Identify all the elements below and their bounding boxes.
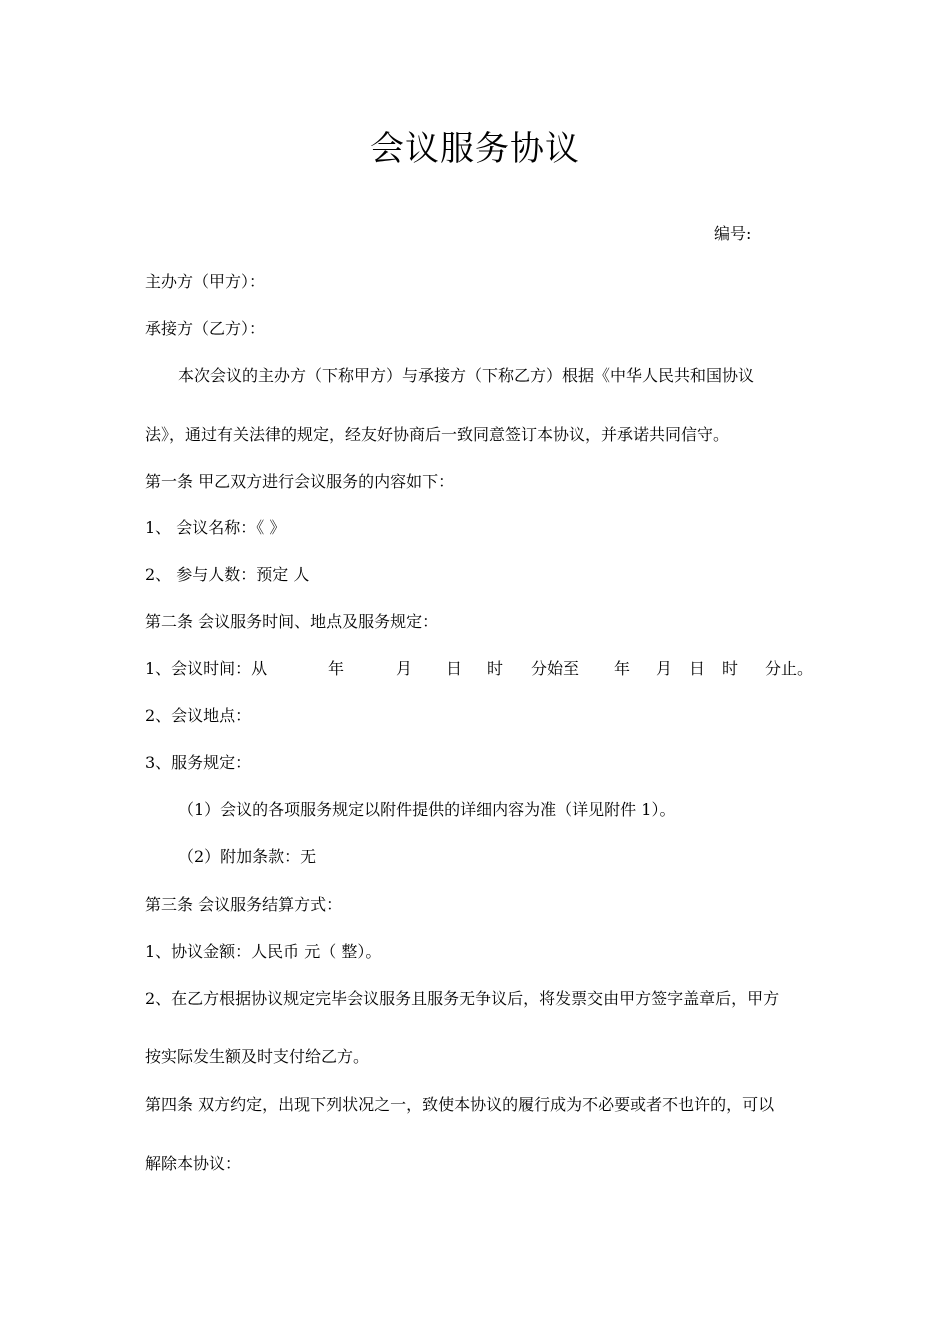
meeting-time-part: 分止。 [765, 659, 814, 678]
service-rules-line: 3、服务规定： [145, 753, 252, 772]
article-3-heading: 第三条 会议服务结算方式： [145, 895, 343, 914]
meeting-time-prefix: 1、会议时间：从 [145, 659, 268, 678]
meeting-time-part: 月 [656, 659, 673, 678]
article-4-line-1: 第四条 双方约定，出现下列状况之一，致使本协议的履行成为不必要或者不也许的，可以 [145, 1095, 775, 1114]
meeting-time-part: 月 [396, 659, 413, 678]
service-rule-1: （1）会议的各项服务规定以附件提供的详细内容为准（详见附件 1）。 [178, 800, 676, 819]
article-1-item-2: 2、 参与人数：预定 人 [145, 565, 310, 584]
document-title: 会议服务协议 [370, 129, 580, 169]
meeting-time-part: 分始至 [531, 659, 580, 678]
article-3-item-1: 1、协议金额：人民币 元（ 整）。 [145, 942, 382, 961]
intro-line-2: 法》，通过有关法律的规定，经友好协商后一致同意签订本协议，并承诺共同信守。 [145, 425, 730, 444]
meeting-time-part: 时 [722, 659, 739, 678]
meeting-time-line [145, 657, 814, 681]
meeting-time-part: 年 [614, 659, 631, 678]
intro-line-1: 本次会议的主办方（下称甲方）与承接方（下称乙方）根据《中华人民共和国协议 [178, 366, 755, 385]
serial-number-label: 编号: [714, 224, 752, 243]
party-a-line: 主办方（甲方）： [145, 272, 266, 291]
article-1-item-1: 1、 会议名称：《 》 [145, 518, 286, 537]
service-rule-2: （2）附加条款：无 [178, 847, 317, 866]
article-3-item-2-line-2: 按实际发生额及时支付给乙方。 [145, 1047, 370, 1066]
party-b-line: 承接方（乙方）： [145, 319, 266, 338]
article-2-heading: 第二条 会议服务时间、地点及服务规定： [145, 612, 439, 631]
article-1-heading: 第一条 甲乙双方进行会议服务的内容如下： [145, 472, 455, 491]
meeting-time-part: 日 [689, 659, 706, 678]
article-3-item-2-line-1: 2、在乙方根据协议规定完毕会议服务且服务无争议后，将发票交由甲方签字盖章后，甲方 [145, 989, 780, 1008]
article-4-line-2: 解除本协议： [145, 1154, 242, 1173]
meeting-time-part: 时 [487, 659, 504, 678]
meeting-place-line: 2、会议地点： [145, 706, 252, 725]
meeting-time-part: 日 [446, 659, 463, 678]
meeting-time-part: 年 [328, 659, 345, 678]
